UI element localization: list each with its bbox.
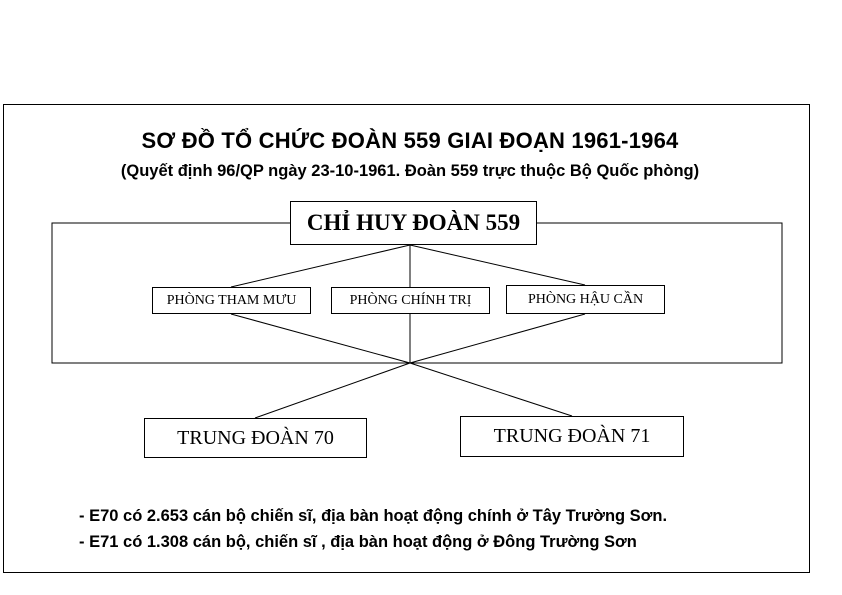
connector-staff-hub [231,314,410,363]
connector-hub-regiment-70 [255,363,410,418]
note-regiment-71: - E71 có 1.308 cán bộ, chiến sĩ , địa bàn hoạt động ở Đông Trường Sơn [79,533,637,551]
node-regiment-70: TRUNG ĐOÀN 70 [144,418,367,458]
node-staff-department: PHÒNG THAM MƯU [152,287,311,314]
diagram-title: SƠ ĐỒ TỔ CHỨC ĐOÀN 559 GIAI ĐOẠN 1961-1964 [141,128,679,153]
node-logistics-department: PHÒNG HẬU CẦN [506,285,665,314]
node-political-department: PHÒNG CHÍNH TRỊ [331,287,490,314]
diagram-subtitle: (Quyết định 96/QP ngày 23-10-1961. Đoàn 559 trực thuộc Bộ Quốc phòng) [120,162,700,180]
connector-hub-regiment-71 [410,363,572,416]
note-regiment-70: - E70 có 2.653 cán bộ chiến sĩ, địa bàn hoạt động chính ở Tây Trường Sơn. [79,507,668,525]
connector-logistics-hub [410,314,585,363]
connector-command-logistics [410,245,585,285]
node-command: CHỈ HUY ĐOÀN 559 [290,201,537,245]
node-regiment-71: TRUNG ĐOÀN 71 [460,416,684,457]
connector-command-staff [231,245,410,287]
